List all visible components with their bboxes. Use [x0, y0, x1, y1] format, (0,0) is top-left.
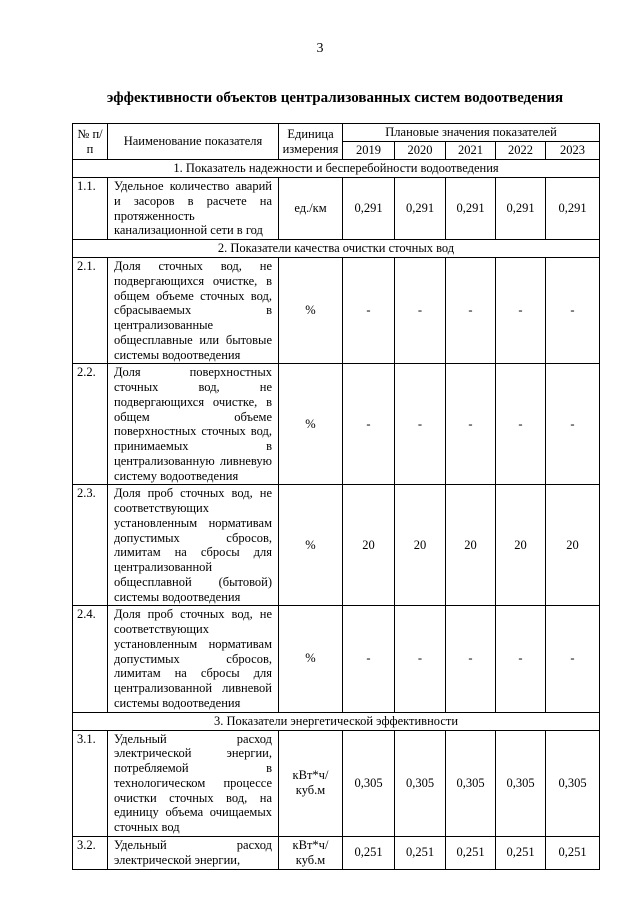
header-year: 2020 [395, 142, 446, 160]
table-body [73, 160, 600, 870]
table-row [73, 258, 600, 364]
unit-cell: ед./км [279, 178, 343, 240]
header-unit: Единица измерения [279, 124, 343, 160]
value-cell: 0,251 [343, 836, 395, 869]
value-cell: 0,291 [395, 178, 446, 240]
value-cell: - [343, 258, 395, 364]
section-title: 3. Показатели энергетической эффективности [73, 712, 600, 730]
table-row [73, 836, 600, 869]
value-cell: - [343, 606, 395, 712]
indicator-name: Доля проб сточных вод, не соответствующих установленным нормативам допустимых сбросов, лимитам на сбросы для централизованной ливневой системы водоотведения [108, 606, 279, 712]
value-cell: 0,305 [343, 730, 395, 836]
value-cell: - [446, 258, 496, 364]
value-cell: 0,251 [395, 836, 446, 869]
value-cell: 20 [546, 485, 600, 606]
value-cell: - [496, 258, 546, 364]
value-cell: 20 [395, 485, 446, 606]
indicators-table [72, 123, 600, 870]
section-header-row [73, 160, 600, 178]
unit-cell: % [279, 364, 343, 485]
indicator-name: Доля проб сточных вод, не соответствующих установленным нормативам допустимых сбросов, лимитам на сбросы для централизованной общесплавной (бытовой) системы водоотведения [108, 485, 279, 606]
header-year: 2019 [343, 142, 395, 160]
value-cell: - [395, 364, 446, 485]
value-cell: 20 [343, 485, 395, 606]
value-cell: - [496, 364, 546, 485]
value-cell: 0,251 [546, 836, 600, 869]
value-cell: - [395, 606, 446, 712]
indicator-name: Удельный расход электрической энергии, потребляемой в технологическом процессе очистки сточных вод, на единицу объема очищаемых сточных вод [108, 730, 279, 836]
section-header-row [73, 712, 600, 730]
header-name: Наименование показателя [108, 124, 279, 160]
unit-cell: % [279, 606, 343, 712]
value-cell: - [546, 258, 600, 364]
indicator-name: Доля сточных вод, не подвергающихся очистке, в общем объеме сточных вод, сбрасываемых в централизованные общесплавные или бытовые системы водоотведения [108, 258, 279, 364]
value-cell: - [446, 606, 496, 712]
table-row [73, 485, 600, 606]
row-number: 2.3. [73, 485, 108, 606]
document-title: эффективности объектов централизованных систем водоотведения [106, 90, 564, 106]
row-number: 2.4. [73, 606, 108, 712]
section-title: 2. Показатели качества очистки сточных вод [73, 240, 600, 258]
row-number: 3.2. [73, 836, 108, 869]
unit-cell: кВт*ч/ куб.м [279, 730, 343, 836]
table-row [73, 178, 600, 240]
row-number: 2.1. [73, 258, 108, 364]
header-planned: Плановые значения показателей [343, 124, 600, 142]
value-cell: 0,291 [343, 178, 395, 240]
value-cell: 0,251 [446, 836, 496, 869]
header-year: 2022 [496, 142, 546, 160]
value-cell: - [343, 364, 395, 485]
value-cell: - [395, 258, 446, 364]
section-title: 1. Показатель надежности и бесперебойности водоотведения [73, 160, 600, 178]
header-num: № п/п [73, 124, 108, 160]
section-header-row [73, 240, 600, 258]
value-cell: - [546, 606, 600, 712]
table-row [73, 730, 600, 836]
value-cell: 20 [446, 485, 496, 606]
value-cell: 0,251 [496, 836, 546, 869]
value-cell: 0,291 [496, 178, 546, 240]
row-number: 3.1. [73, 730, 108, 836]
unit-cell: % [279, 258, 343, 364]
unit-cell: кВт*ч/ куб.м [279, 836, 343, 869]
header-year: 2023 [546, 142, 600, 160]
value-cell: 0,291 [546, 178, 600, 240]
value-cell: 0,291 [446, 178, 496, 240]
value-cell: 20 [496, 485, 546, 606]
value-cell: 0,305 [446, 730, 496, 836]
page-number: 3 [316, 41, 324, 56]
row-number: 2.2. [73, 364, 108, 485]
table-row [73, 606, 600, 712]
header-year: 2021 [446, 142, 496, 160]
row-number: 1.1. [73, 178, 108, 240]
table-row [73, 364, 600, 485]
value-cell: 0,305 [496, 730, 546, 836]
value-cell: - [546, 364, 600, 485]
value-cell: 0,305 [395, 730, 446, 836]
indicator-name: Доля поверхностных сточных вод, не подвергающихся очистке, в общем объеме поверхностных сточных вод, принимаемых в централизованную ливневую систему водоотведения [108, 364, 279, 485]
value-cell: - [446, 364, 496, 485]
value-cell: 0,305 [546, 730, 600, 836]
indicator-name: Удельное количество аварий и засоров в расчете на протяженность канализационной сети в год [108, 178, 279, 240]
unit-cell: % [279, 485, 343, 606]
value-cell: - [496, 606, 546, 712]
indicator-name: Удельный расход электрической энергии, [108, 836, 279, 869]
